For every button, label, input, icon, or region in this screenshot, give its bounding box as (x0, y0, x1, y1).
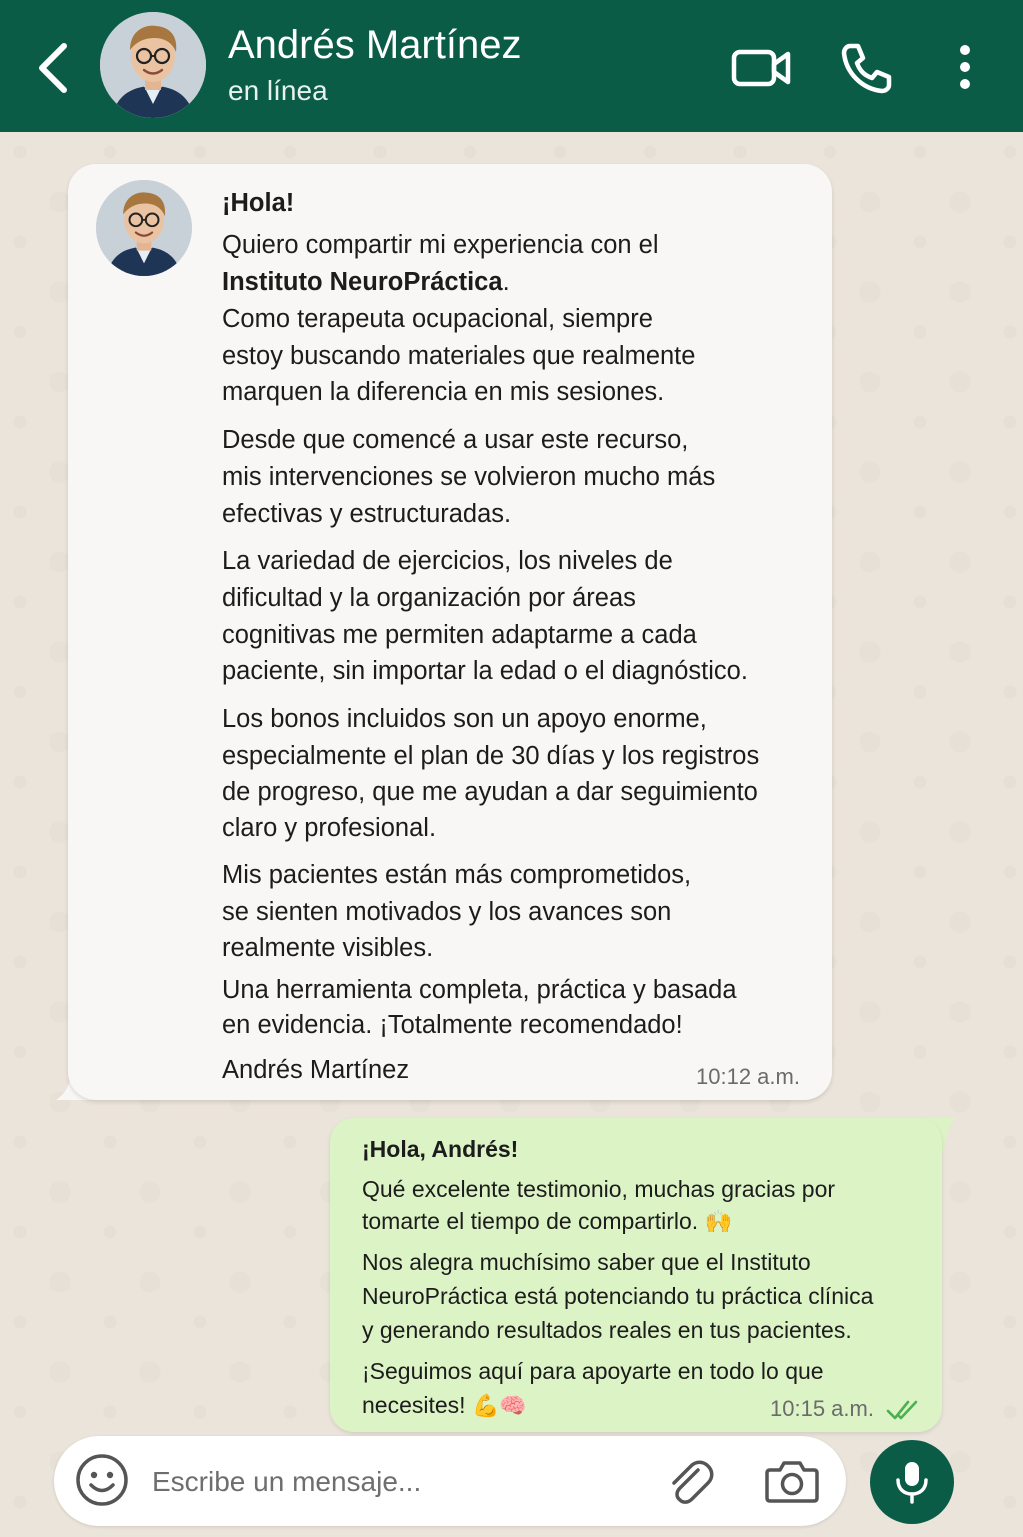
incoming-timestamp: 10:12 a.m. (696, 1064, 800, 1089)
outgoing-line (362, 1388, 527, 1424)
outgoing-line: Qué excelente testimonio, muchas gracias por (362, 1176, 836, 1202)
incoming-line: dificultad y la organización por áreas (222, 584, 636, 612)
more-options-button[interactable] (948, 38, 982, 98)
camera-icon (764, 1456, 820, 1506)
video-call-button[interactable] (730, 38, 794, 98)
period: . (502, 268, 510, 296)
incoming-line (222, 264, 510, 301)
incoming-line: especialmente el plan de 30 días y los registros (222, 742, 760, 770)
raised-hands-emoji-icon: 🙌 (704, 1210, 732, 1235)
incoming-line: claro y profesional. (222, 814, 437, 842)
incoming-line: paciente, sin importar la edad o el diagnóstico. (222, 657, 748, 685)
emoji-button[interactable] (74, 1452, 130, 1508)
message-input[interactable] (150, 1456, 634, 1508)
back-button[interactable] (30, 38, 76, 98)
video-call-icon (730, 38, 794, 98)
incoming-line: cognitivas me permiten adaptarme a cada (222, 621, 697, 649)
muscle-brain-emoji-icon: 💪🧠 (471, 1394, 527, 1419)
voice-call-button[interactable] (836, 38, 896, 98)
outgoing-line: y generando resultados reales en tus pacientes. (362, 1317, 852, 1343)
outgoing-line: Nos alegra muchísimo saber que el Instituto (362, 1249, 811, 1275)
incoming-line: en evidencia. ¡Totalmente recomendado! (222, 1011, 683, 1039)
attach-button[interactable] (664, 1456, 714, 1506)
double-check-icon (886, 1398, 920, 1422)
incoming-line: efectivas y estructuradas. (222, 500, 512, 528)
emoji-icon (74, 1452, 130, 1508)
institute-name: Instituto NeuroPráctica (222, 268, 503, 296)
incoming-line: estoy buscando materiales que realmente (222, 342, 696, 370)
incoming-line: Una herramienta completa, práctica y basada (222, 976, 737, 1004)
incoming-line: de progreso, que me ayudan a dar seguimiento (222, 778, 758, 806)
outgoing-timestamp: 10:15 a.m. (770, 1396, 874, 1421)
incoming-line: Desde que comencé a usar este recurso, (222, 426, 689, 454)
sender-avatar (96, 180, 192, 276)
camera-button[interactable] (764, 1456, 820, 1506)
contact-name[interactable]: Andrés Martínez (228, 23, 522, 67)
contact-avatar[interactable] (100, 12, 206, 118)
paperclip-icon (664, 1456, 714, 1506)
outgoing-line-text: tomarte el tiempo de compartirlo. (362, 1208, 699, 1234)
contact-status: en línea (228, 75, 328, 106)
incoming-line: Los bonos incluidos son un apoyo enorme, (222, 705, 707, 733)
incoming-line: Quiero compartir mi experiencia con el (222, 231, 659, 259)
voice-message-button[interactable] (870, 1440, 954, 1524)
incoming-line: realmente visibles. (222, 934, 434, 962)
outgoing-line: NeuroPráctica está potenciando tu práctica clínica (362, 1283, 874, 1309)
outgoing-line: ¡Seguimos aquí para apoyarte en todo lo que (362, 1358, 824, 1384)
more-vert-icon (948, 38, 982, 98)
back-arrow-icon (30, 38, 76, 98)
chat-header (0, 0, 1023, 132)
outgoing-greeting: ¡Hola, Andrés! (362, 1136, 519, 1162)
incoming-line: Como terapeuta ocupacional, siempre (222, 305, 653, 333)
incoming-signature: Andrés Martínez (222, 1056, 410, 1084)
incoming-line: mis intervenciones se volvieron mucho más (222, 463, 716, 491)
outgoing-line (362, 1204, 732, 1240)
incoming-line: marquen la diferencia en mis sesiones. (222, 378, 665, 406)
incoming-line: se sienten motivados y los avances son (222, 898, 672, 926)
microphone-icon (892, 1460, 932, 1504)
phone-icon (836, 38, 896, 98)
incoming-greeting: ¡Hola! (222, 189, 295, 217)
outgoing-line-text: necesites! (362, 1392, 466, 1418)
incoming-line: Mis pacientes están más comprometidos, (222, 861, 692, 889)
incoming-line: La variedad de ejercicios, los niveles de (222, 547, 673, 575)
